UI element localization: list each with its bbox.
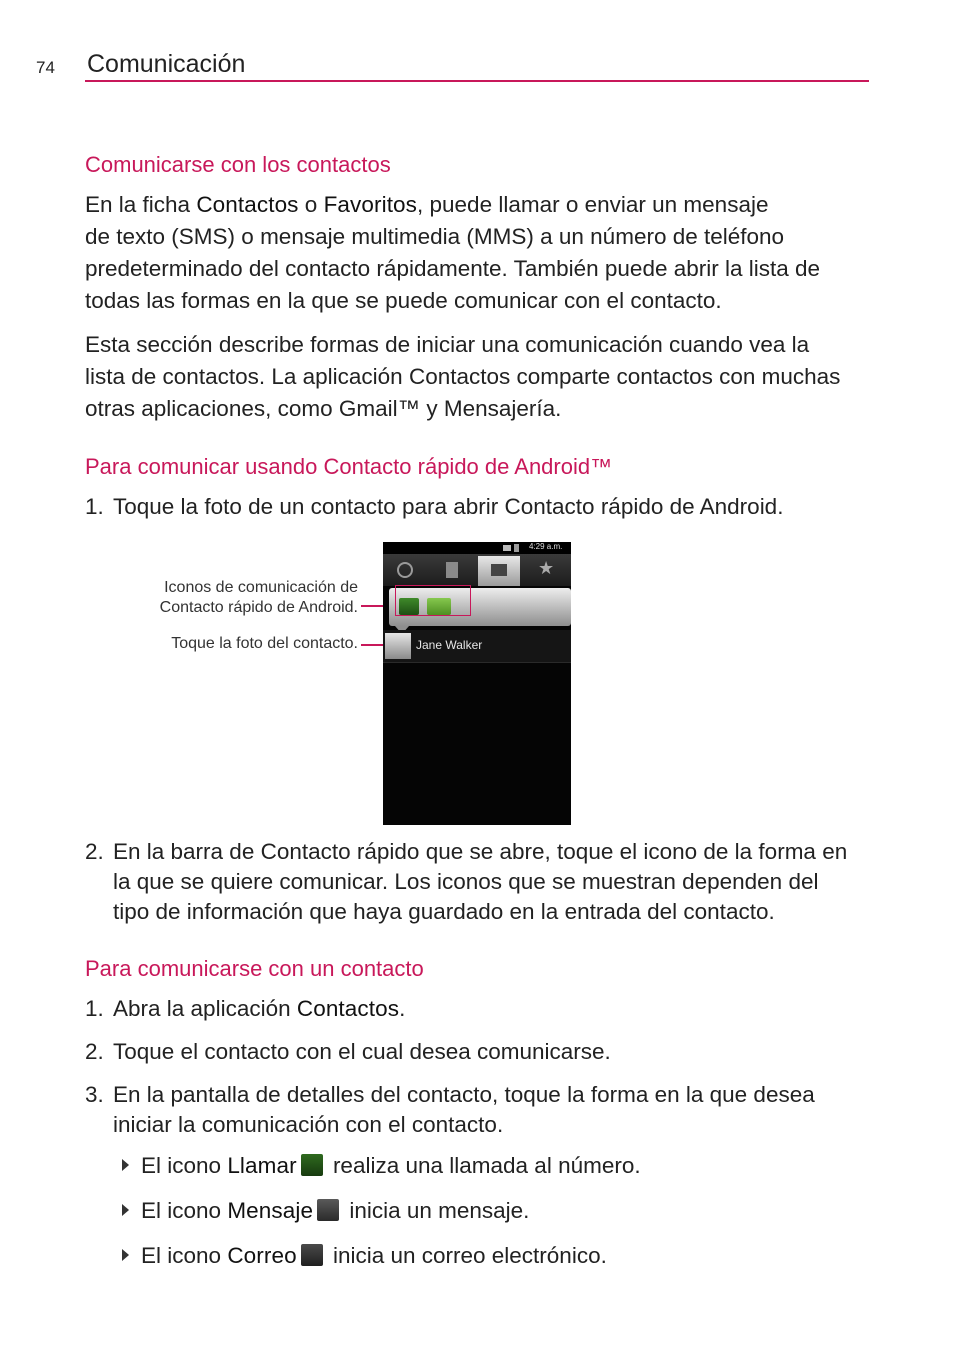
tab-contactos-term: Contactos xyxy=(196,192,299,217)
bullet-arrow-icon xyxy=(122,1249,129,1261)
icons-highlight-box xyxy=(395,585,471,616)
message-icon xyxy=(317,1199,339,1221)
email-icon xyxy=(301,1244,323,1266)
callout-quick-contact-icons: Iconos de comunicación de Contacto rápido de Android. xyxy=(159,579,358,616)
contacts-icon xyxy=(491,564,507,576)
contact-name: Jane Walker xyxy=(416,638,483,652)
bullet-arrow-icon xyxy=(122,1204,129,1216)
section-heading-contacto-rapido: Para comunicar usando Contacto rápido de Android™ xyxy=(85,454,613,479)
list-item: 2. En la barra de Contacto rápido que se abre, toque el icono de la forma en la que se quiere comunicar. Los iconos que se muestran dependen del tipo de información que haya guardado en la entrada del contacto. xyxy=(85,839,848,924)
list-item: 1. Toque la foto de un contacto para abrir Contacto rápido de Android. xyxy=(85,494,784,519)
page-number: 74 xyxy=(36,58,55,77)
tab-contacts[interactable] xyxy=(478,556,520,586)
section1-paragraph-1: En la ficha Contactos o Favoritos, puede llamar o enviar un mensaje de texto (SMS) o mensaje multimedia (MMS) a un número de teléfono predeterminado del contacto rápidamente. También puede abrir la lista de todas las formas en la que se puede comunicar con el contacto. xyxy=(85,192,821,313)
list-item: 1. Abra la aplicación Contactos. xyxy=(85,996,406,1021)
battery-icon xyxy=(514,544,519,552)
header-divider xyxy=(85,80,869,82)
bullet-email: El icono Correo inicia un correo electrónico. xyxy=(122,1243,607,1269)
list-item: 2. Toque el contacto con el cual desea comunicarse. xyxy=(85,1039,611,1064)
section-heading-comunicarse-contacto: Para comunicarse con un contacto xyxy=(85,956,424,981)
tab-favoritos-term: Favoritos xyxy=(323,192,418,217)
list-item[interactable] xyxy=(383,630,571,663)
status-time: 4:29 a.m. xyxy=(529,542,563,551)
phone-screenshot xyxy=(383,542,571,825)
section-heading-comunicarse: Comunicarse con los contactos xyxy=(85,152,391,177)
bullet-call: El icono Llamar realiza una llamada al número. xyxy=(122,1153,641,1179)
signal-icon xyxy=(503,545,511,551)
tab-call-log-icon[interactable] xyxy=(397,562,413,578)
tab-favorites-star-icon[interactable]: ★ xyxy=(538,558,555,578)
callout-contact-photo: Toque la foto del contacto. xyxy=(171,635,358,652)
list-item: 3. En la pantalla de detalles del contacto, toque la forma en la que desea iniciar la comunicación con el contacto. xyxy=(85,1082,815,1137)
phone-call-icon xyxy=(301,1154,323,1176)
tab-bar xyxy=(383,554,571,586)
bullet-message: El icono Mensaje inicia un mensaje. xyxy=(122,1198,529,1224)
app-contactos-term: Contactos xyxy=(296,996,400,1021)
section1-paragraph-2: Esta sección describe formas de iniciar una comunicación cuando vea la lista de contactos. La aplicación Contactos comparte contactos con muchas otras aplicaciones, como Gmail™ y Mensajería. xyxy=(85,332,841,421)
status-bar xyxy=(383,542,571,554)
page-title: Comunicación xyxy=(87,50,246,78)
bullet-arrow-icon xyxy=(122,1159,129,1171)
tab-dialer-icon[interactable] xyxy=(446,562,458,578)
contact-photo[interactable] xyxy=(385,633,411,659)
